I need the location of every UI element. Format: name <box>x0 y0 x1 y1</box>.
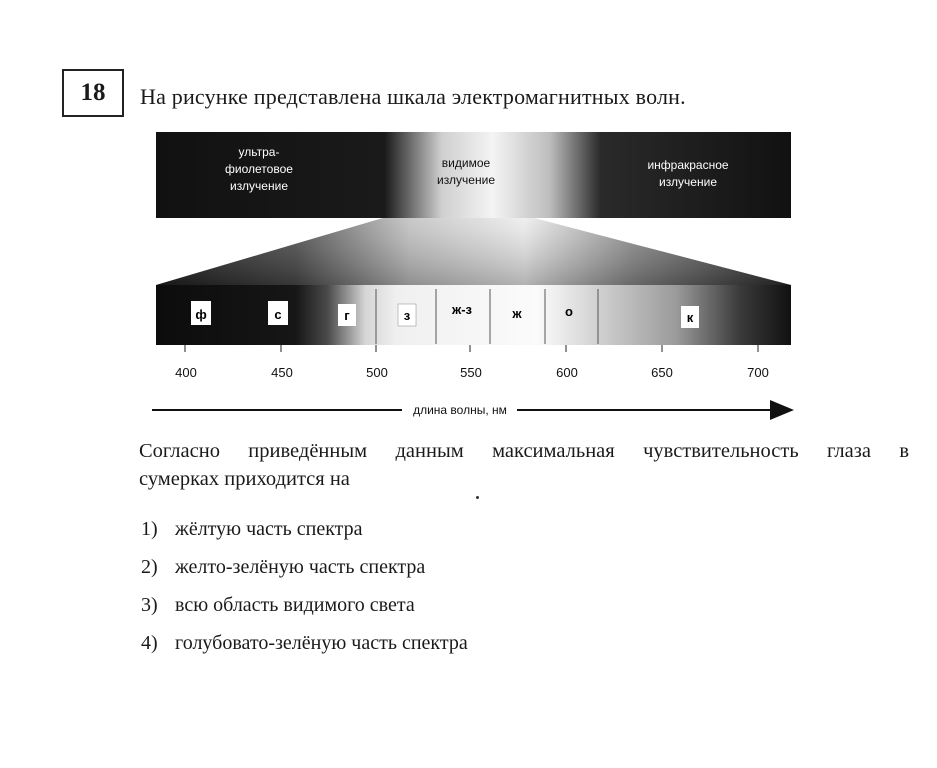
question-text <box>139 437 909 493</box>
option-text: всю область видимого света <box>175 593 415 616</box>
answer-options <box>141 510 468 662</box>
letter-o: о <box>565 304 573 319</box>
tick-550: 550 <box>460 365 482 380</box>
letter-g: г <box>344 308 350 323</box>
visible-label-line1: видимое <box>441 156 491 170</box>
answer-option-1[interactable] <box>141 510 468 548</box>
answer-option-2[interactable] <box>141 548 468 586</box>
question-number: 18 <box>80 79 106 106</box>
answer-option-4[interactable] <box>141 624 468 662</box>
answer-option-3[interactable] <box>141 586 468 624</box>
question-text-line2: сумерках приходится на <box>139 468 350 490</box>
letter-k: к <box>686 310 694 325</box>
axis-label: длина волны, нм <box>413 403 507 417</box>
uv-label-line1: ультра- <box>238 145 280 159</box>
letter-s: с <box>274 307 282 322</box>
option-number: 1) <box>141 517 158 540</box>
letter-f: ф <box>195 307 207 322</box>
ir-label-line1: инфракрасное <box>647 158 729 172</box>
tick-400: 400 <box>175 365 197 380</box>
letter-zh-z: ж-з <box>451 302 473 317</box>
option-text: голубовато-зелёную часть спектра <box>175 631 468 654</box>
tick-650: 650 <box>651 365 673 380</box>
option-number: 2) <box>141 555 158 578</box>
option-text: жёлтую часть спектра <box>175 517 363 540</box>
question-text-line1: Согласно приведённым данным максимальная чувствительность глаза в <box>139 440 909 462</box>
option-text: желто-зелёную часть спектра <box>175 555 426 578</box>
uv-label-line3: излучение <box>229 179 289 193</box>
axis-ticks <box>185 345 758 352</box>
letter-zh: ж <box>512 306 522 321</box>
scan-dot <box>476 496 479 499</box>
tick-600: 600 <box>556 365 578 380</box>
uv-label-line2: фиолетовое <box>225 162 293 176</box>
tick-500: 500 <box>366 365 388 380</box>
letter-z: з <box>403 308 411 323</box>
option-number: 4) <box>141 631 158 654</box>
option-number: 3) <box>141 593 158 616</box>
question-title: На рисунке представлена шкала электромагнитных волн. <box>140 84 686 109</box>
visible-label-line2: излучение <box>436 173 496 187</box>
tick-450: 450 <box>271 365 293 380</box>
ir-label-line2: излучение <box>658 175 718 189</box>
tick-700: 700 <box>747 365 769 380</box>
